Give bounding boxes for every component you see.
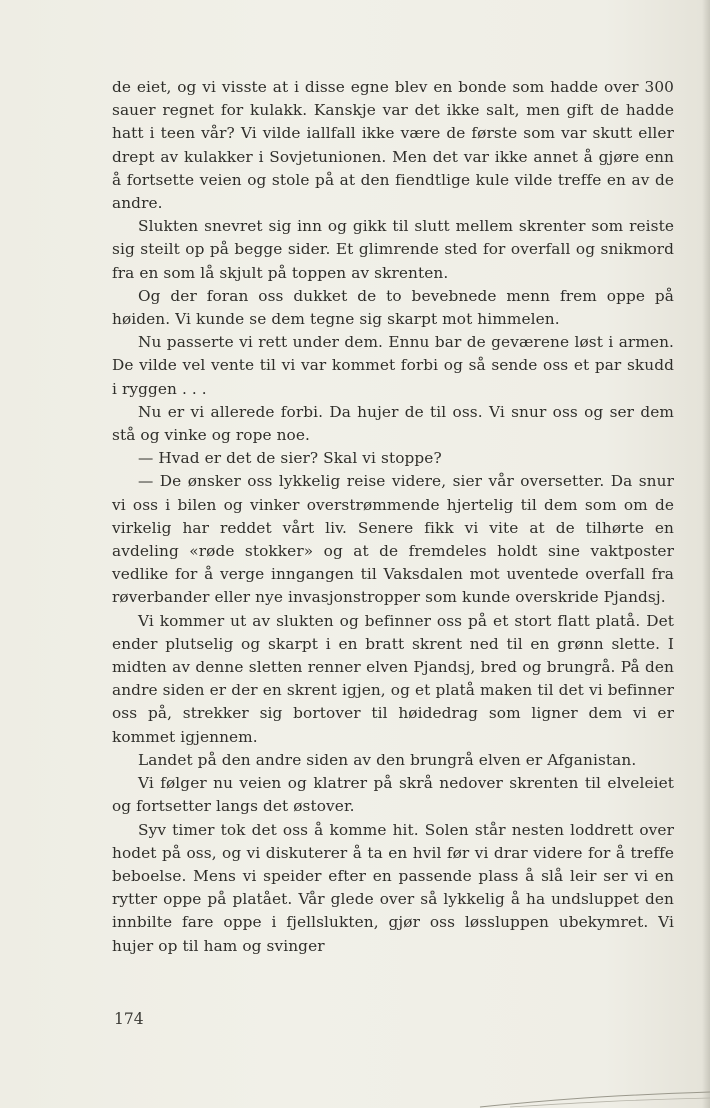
paragraph: Og der foran oss dukket de to bevebnede menn frem oppe på høiden. Vi kunde se dem tegne sig skarpt mot himmelen. (112, 286, 674, 329)
page-curl-line (470, 1080, 710, 1108)
paragraph: Vi følger nu veien og klatrer på skrå nedover skrenten til elveleiet og fortsetter langs det østover. (112, 774, 674, 816)
paragraph: Vi kommer ut av slukten og befinner oss på et stort flatt platå. Det ender plutselig og skarpt i en bratt skrent ned til en grønn slette. I midten av denne sletten renner elven Pjandsj, bred og brungrå. På den andre siden er der en skrent igjen, og et platå maken til det vi befinner oss på, strekker sig bortover til høidedrag som ligner dem vi er kommet igjennem. (112, 611, 674, 746)
paragraph: — De ønsker oss lykkelig reise videre, sier vår oversetter. Da snur vi oss i bilen og vinker overstrømmende hjertelig til dem som om de virkelig har reddet vårt liv. Senere fikk vi vite at de tilhørte en avdeling «røde stokker» og at de fremdeles holdt sine vaktposter vedlike for å verge inngangen til Vaksdalen mot uventede overfall fra røverbander eller nye invasjonstropper som kunde overskride Pjandsj. (112, 472, 674, 607)
paragraph: Nu er vi allerede forbi. Da hujer de til oss. Vi snur oss og ser dem stå og vinke og rope noe. (112, 402, 674, 445)
paragraph: — Hvad er det de sier? Skal vi stoppe? (138, 449, 442, 468)
paragraph: de eiet, og vi visste at i disse egne blev en bonde som hadde over 300 sauer regnet for kulakk. Kanskje var det ikke salt, men gift de hadde hatt i teen vår? Vi vilde iallfall ikke være de første som var skutt eller drept av kulakker i Sovjetunionen. Men det var ikke annet å gjøre enn å fortsette veien og stole på at den fiendtlige kule vilde treffe en av de andre. (112, 78, 674, 213)
body-text (112, 76, 674, 958)
paragraph: Landet på den andre siden av den brungrå elven er Afganistan. (138, 750, 637, 769)
paragraph: Slukten snevret sig inn og gikk til slutt mellem skrenter som reiste sig steilt op på begge sider. Et glimrende sted for overfall og snikmord fra en som lå skjult på toppen av skrenten. (112, 217, 674, 282)
paragraph: Nu passerte vi rett under dem. Ennu bar de geværene løst i armen. De vilde vel vente til vi var kommet forbi og så sende oss et par skudd i ryggen . . . (112, 333, 674, 398)
page-number: 174 (114, 1010, 144, 1028)
page-edge-shadow (702, 0, 710, 1108)
paragraph: Syv timer tok det oss å komme hit. Solen står nesten loddrett over hodet på oss, og vi diskuterer å ta en hvil før vi drar videre for å treffe beboelse. Mens vi speider efter en passende plass å slå leir ser vi en rytter oppe på platået. Vår glede over så lykkelig å ha undsluppet den innbilte fare oppe i fjellslukten, gjør oss løssluppen ubekymret. Vi hujer op til ham og svinger (112, 820, 674, 955)
